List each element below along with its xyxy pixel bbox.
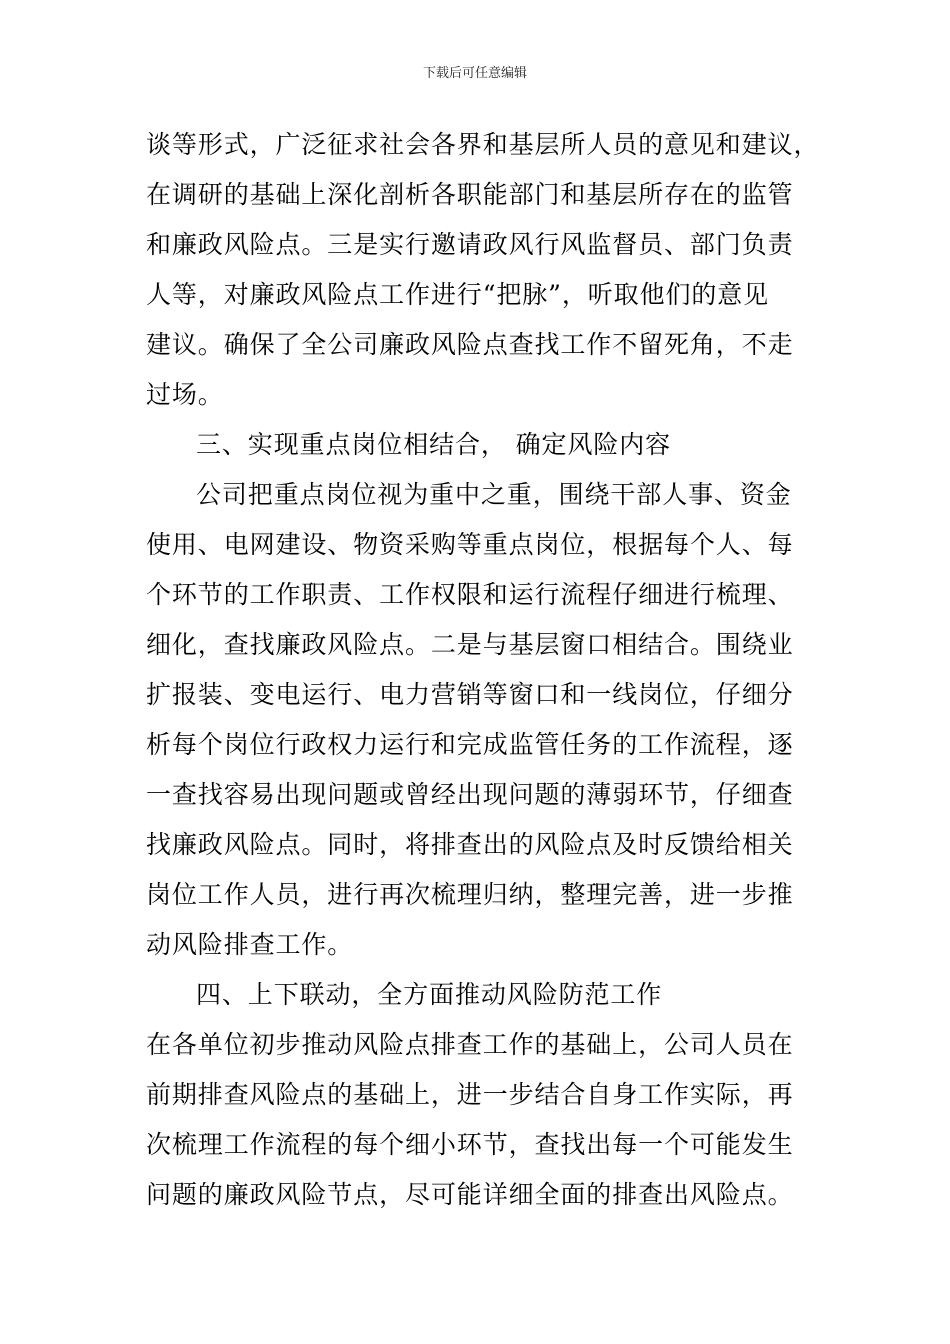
text-line: 析每个岗位行政权力运行和完成监管任务的工作流程，逐 — [146, 730, 794, 759]
text-line: 前期排查风险点的基础上，进一步结合自身工作实际，再 — [146, 1080, 794, 1109]
text-line: 个环节的工作职责、工作权限和运行流程仔细进行梳理、 — [146, 580, 794, 609]
text-line: 动风险排查工作。 — [146, 930, 354, 959]
page-header: 下载后可任意编辑 — [422, 66, 527, 81]
text-line: 细化，查找廉政风险点。二是与基层窗口相结合。围绕业 — [146, 630, 794, 659]
text-line: 岗位工作人员，进行再次梳理归纳，整理完善，进一步推 — [146, 880, 794, 909]
section-heading: 四、上下联动，全方面推动风险防范工作 — [196, 980, 663, 1009]
text-line: 次梳理工作流程的每个细小环节，查找出每一个可能发生 — [146, 1130, 794, 1159]
text-line: 一查找容易出现问题或曾经出现问题的薄弱环节，仔细查 — [146, 780, 794, 809]
document-body — [146, 120, 820, 1220]
text-line: 谈等形式，广泛征求社会各界和基层所人员的意见和建议， — [146, 130, 820, 159]
text-line: 使用、电网建设、物资采购等重点岗位，根据每个人、每 — [146, 530, 794, 559]
text-line: 公司把重点岗位视为重中之重，围绕干部人事、资金 — [196, 480, 792, 509]
text-line: 问题的廉政风险节点，尽可能详细全面的排查出风险点。 — [146, 1180, 794, 1209]
text-line: 建议。确保了全公司廉政风险点查找工作不留死角，不走 — [146, 330, 794, 359]
text-line: 过场。 — [146, 380, 224, 409]
text-line: 扩报装、变电运行、电力营销等窗口和一线岗位，仔细分 — [146, 680, 794, 709]
text-line: 在各单位初步推动风险点排查工作的基础上，公司人员在 — [146, 1030, 794, 1059]
text-line: 在调研的基础上深化剖析各职能部门和基层所存在的监管 — [146, 180, 794, 209]
text-line: 和廉政风险点。三是实行邀请政风行风监督员、部门负责 — [146, 230, 794, 259]
text-line: 人等，对廉政风险点工作进行“把脉”，听取他们的意见 — [146, 280, 770, 309]
section-heading: 三、实现重点岗位相结合， 确定风险内容 — [196, 430, 672, 459]
text-line: 找廉政风险点。同时，将排查出的风险点及时反馈给相关 — [146, 830, 794, 859]
